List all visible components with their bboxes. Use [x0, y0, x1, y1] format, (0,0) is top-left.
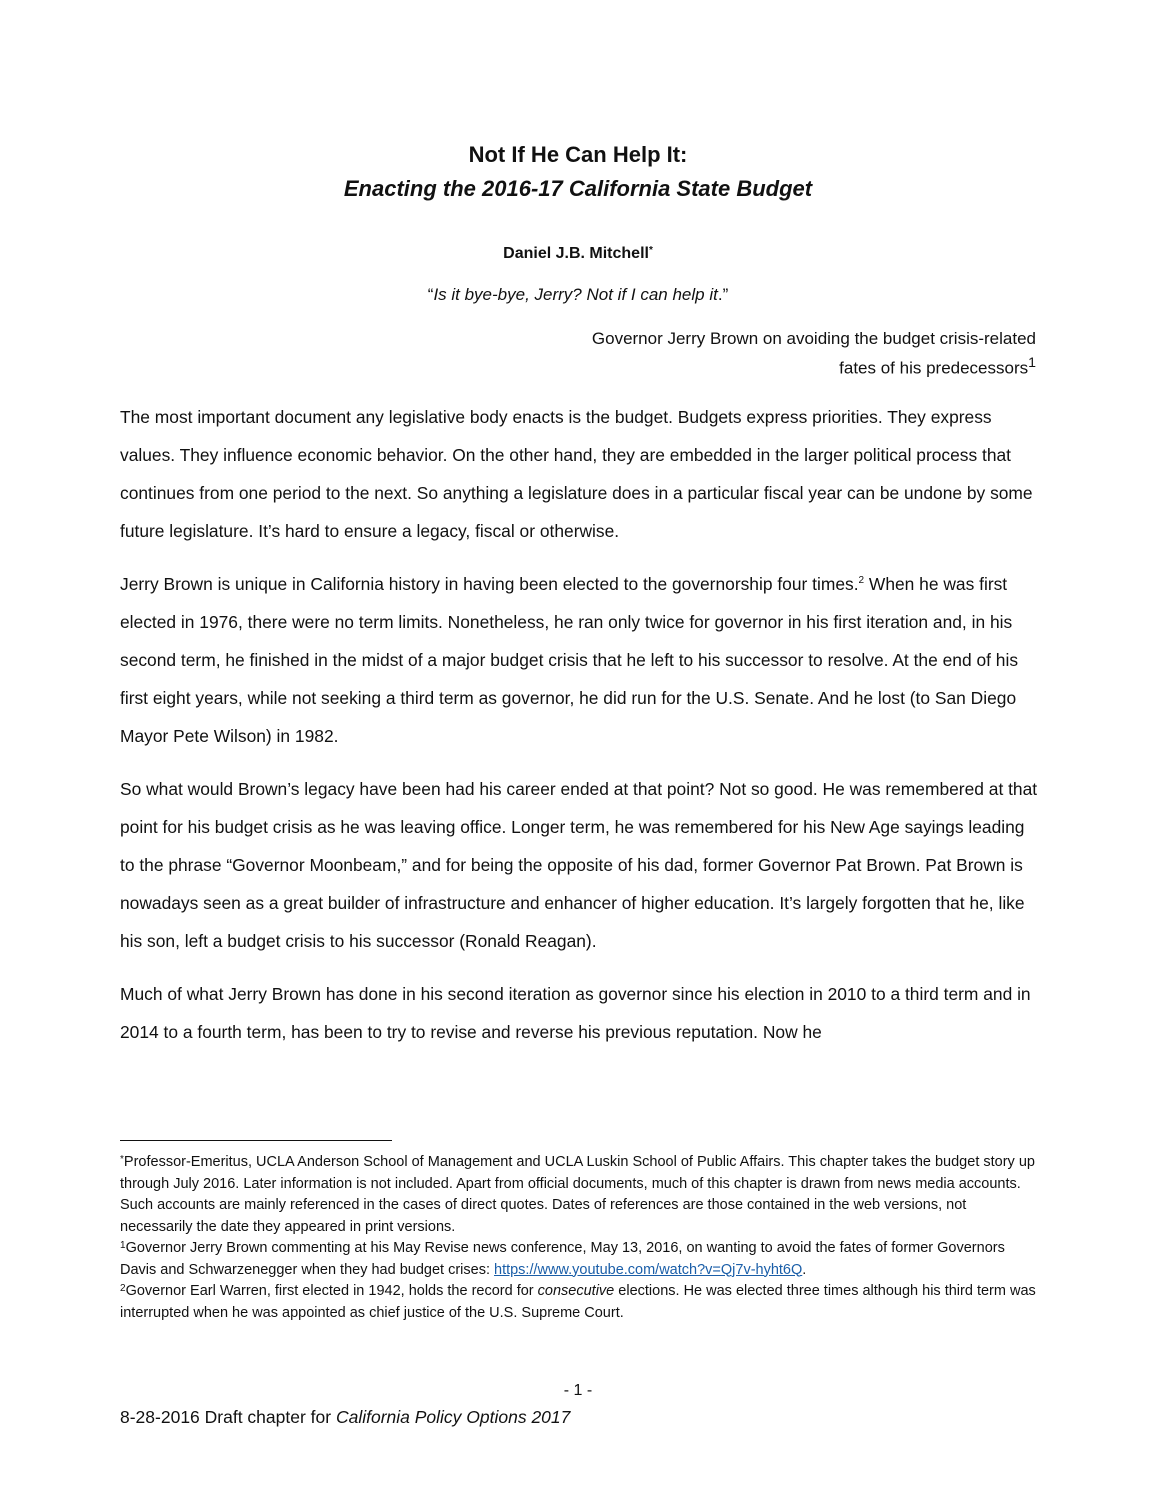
footnote-1 — [120, 1238, 1040, 1281]
footnote-1-period: . — [802, 1261, 807, 1278]
footnote-star-text: Professor-Emeritus, UCLA Anderson School of Management and UCLA Luskin School of Public Affairs. This chapter takes the budget story up through July 2016. Later information is not included. Apart from official documents, much of this chapter is drawn from news media accounts. Such accounts are mainly referenced in the cases of direct quotes. Dates of references are those contained in the web versions, not necessarily the date they appeared in print versions. — [120, 1154, 1035, 1235]
attribution-line-1: Governor Jerry Brown on avoiding the budget crisis-related — [591, 329, 1036, 348]
epigraph-open-quote: “ — [427, 285, 434, 304]
paragraph-2-part-b: When he was first elected in 1976, there were no term limits. Nonetheless, he ran only twice for governor in his first iteration and, in his second term, he finished in the midst of a major budget crisis that he left to his successor to resolve. At the end of his first eight years, while not seeking a third term as governor, he did run for the U.S. Senate. And he lost (to San Diego Mayor Pete Wilson) in 1982. — [120, 574, 1019, 746]
title-block — [0, 138, 1156, 206]
epigraph — [0, 282, 1156, 308]
paragraph-2-part-a: Jerry Brown is unique in California history in having been elected to the governorship four times. — [120, 574, 859, 594]
document-subtitle: Enacting the 2016-17 California State Budget — [343, 176, 813, 201]
footnote-star — [120, 1152, 1040, 1238]
footnote-2 — [120, 1281, 1040, 1324]
footnote-2-text-a: Governor Earl Warren, first elected in 1942, holds the record for — [125, 1283, 538, 1299]
paragraph-2-footnote-mark: 2 — [858, 575, 865, 586]
paragraph-1: The most important document any legislative body enacts is the budget. Budgets express priorities. They express values. They influence economic behavior. On the other hand, they are embedded in the larger political process that continues from one period to the next. So anything a legislature does in a particular fiscal year can be undone by some future legislature. It’s hard to ensure a legacy, fiscal or otherwise. — [120, 407, 1033, 541]
attribution-footnote-mark: 1 — [1028, 355, 1036, 371]
attribution-line-2 — [476, 351, 1036, 381]
attribution-line-2-text: fates of his predecessors — [839, 358, 1029, 378]
footnote-1-mark: 1 — [120, 1240, 126, 1251]
footnote-star-mark: * — [120, 1154, 124, 1165]
running-footer — [120, 1404, 570, 1430]
footnote-2-text-b: elections. He was elected three times although his third term was interrupted when he was appointed as chief justice of the U.S. Supreme Court. — [120, 1283, 1036, 1321]
paragraph-4: Much of what Jerry Brown has done in his second iteration as governor since his election in 2010 to a third term and in 2014 to a fourth term, has been to try to revise and reverse his previous reputation. Now he — [120, 984, 1031, 1042]
paragraph-2 — [120, 565, 1040, 755]
footnote-2-mark: 2 — [120, 1283, 126, 1294]
footnotes — [120, 1152, 1040, 1324]
author-footnote-mark: * — [648, 245, 653, 256]
paragraph-3: So what would Brown’s legacy have been had his career ended at that point? Not so good. He was remembered at that point for his budget crisis as he was leaving office. Longer term, he was remembered for his New Age sayings leading to the phrase “Governor Moonbeam,” and for being the opposite of his dad, former Governor Pat Brown. Pat Brown is nowadays seen as a great builder of infrastructure and enhancer of higher education. It’s largely forgotten that he, like his son, left a budget crisis to his successor (Ronald Reagan). — [120, 779, 1038, 951]
author-line — [0, 242, 1156, 266]
epigraph-close-quote: .” — [717, 285, 729, 304]
page-number: - 1 - — [563, 1382, 593, 1399]
running-footer-prefix: 8-28-2016 Draft chapter for — [120, 1407, 336, 1427]
footnote-1-link[interactable]: https://www.youtube.com/watch?v=Qj7v-hyht6Q — [494, 1261, 803, 1278]
footnote-1-text: Governor Jerry Brown commenting at his May Revise news conference, May 13, 2016, on wanting to avoid the fates of former Governors Davis and Schwarzenegger when they had budget crises: — [120, 1240, 1005, 1278]
body-text — [120, 398, 1040, 1066]
author-name: Daniel J.B. Mitchell — [503, 245, 649, 262]
footnote-separator — [120, 1140, 392, 1141]
footnote-2-emphasis: consecutive — [537, 1283, 615, 1299]
epigraph-quote: Is it bye-bye, Jerry? Not if I can help it — [433, 285, 718, 304]
document-title: Not If He Can Help It: — [468, 142, 688, 167]
running-footer-book-title: California Policy Options 2017 — [335, 1407, 571, 1427]
epigraph-attribution — [476, 326, 1036, 381]
